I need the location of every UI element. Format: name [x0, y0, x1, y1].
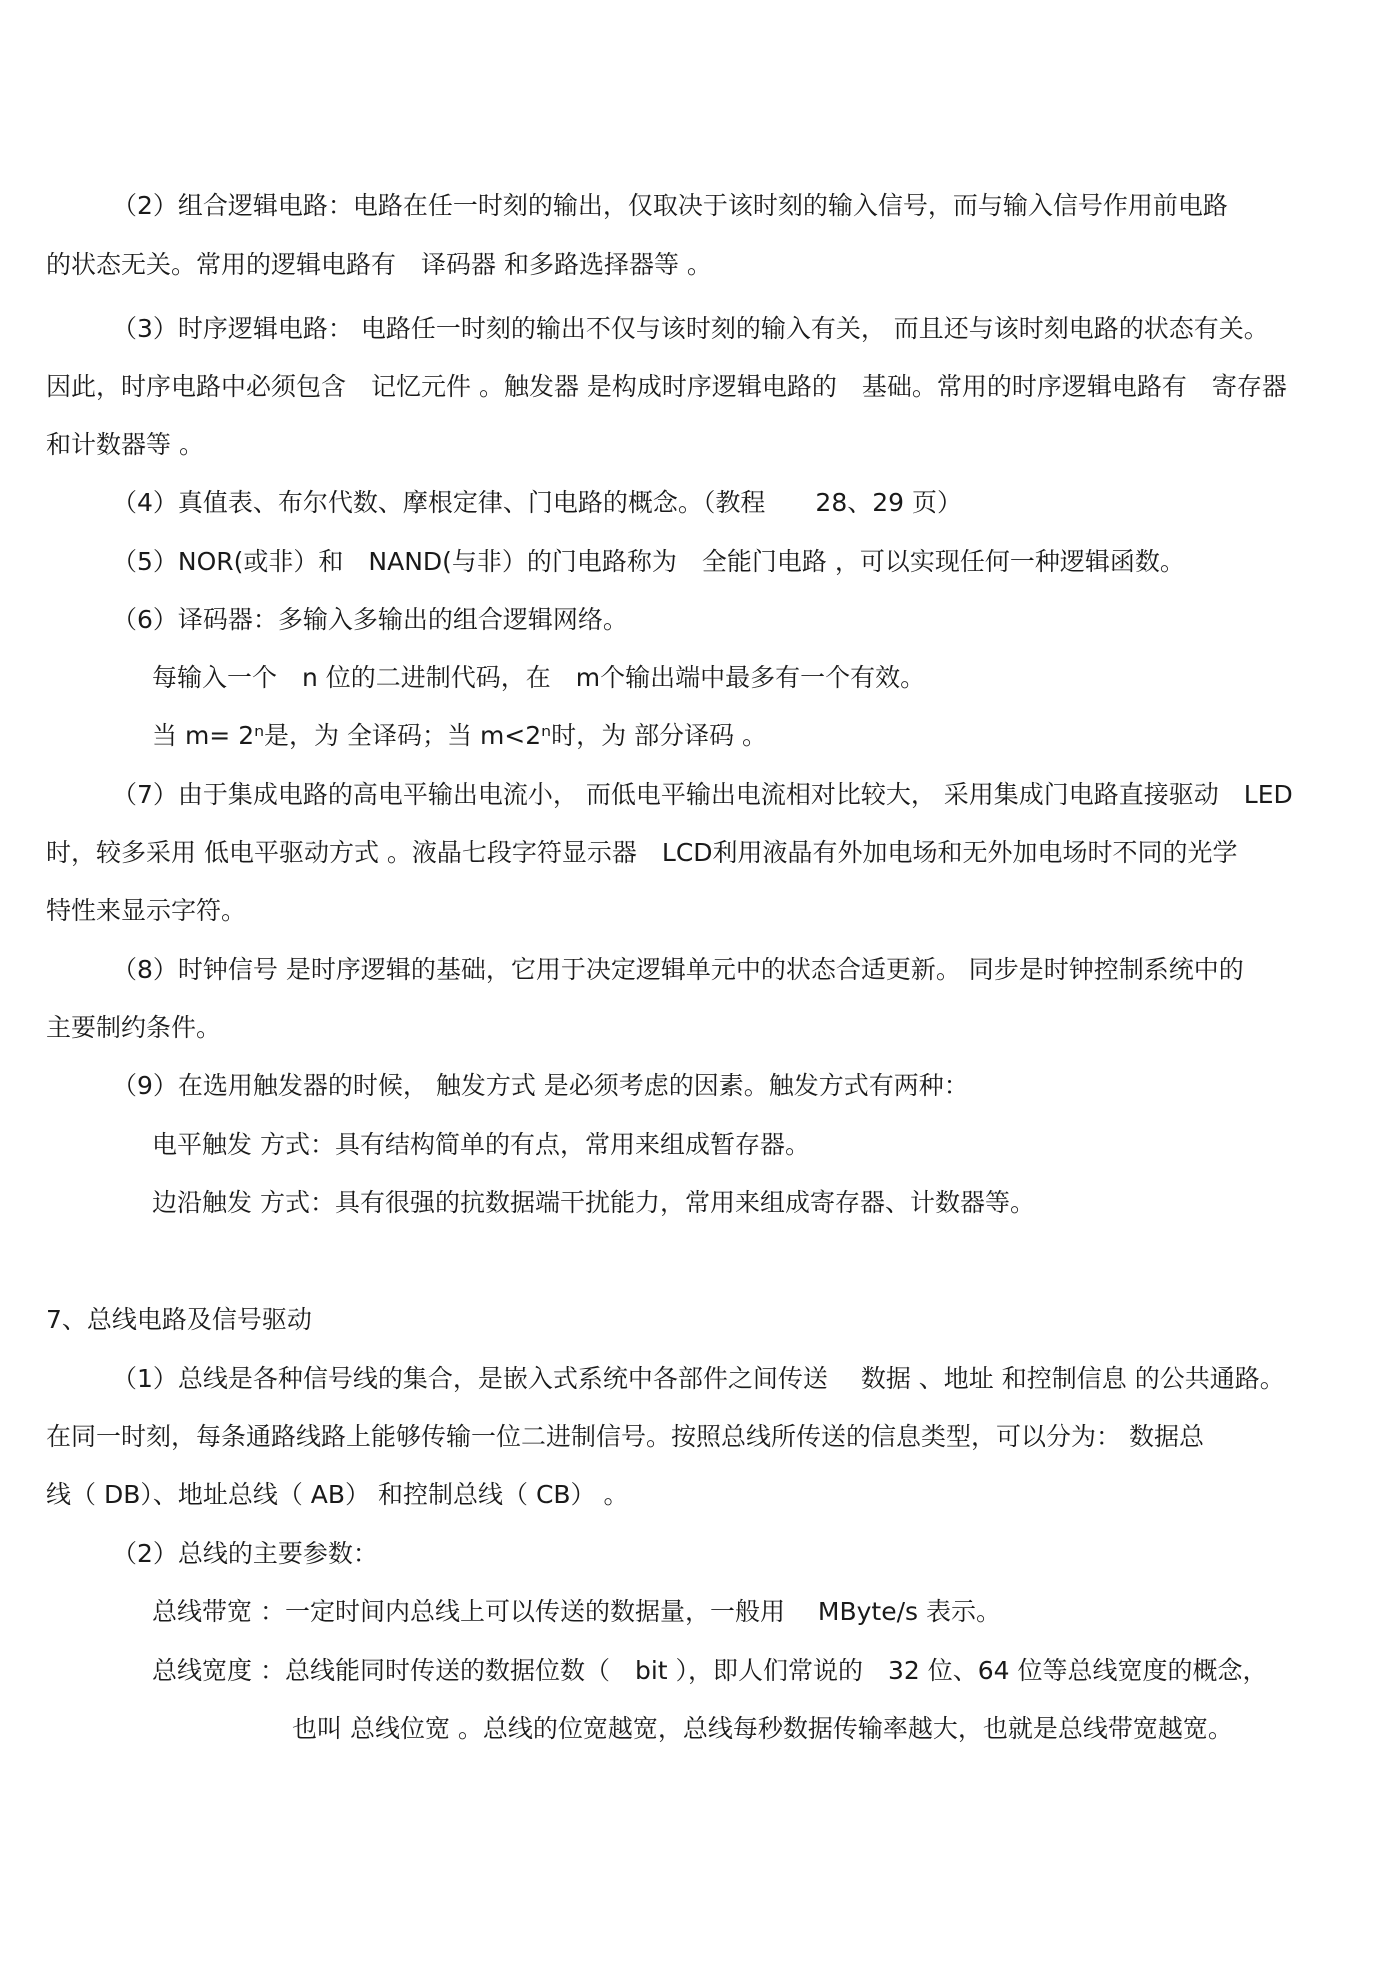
text-line: （7）由于集成电路的高电平输出电流小， 而低电平输出电流相对比较大， 采用集成门电路直接驱动 LED	[112, 780, 1293, 809]
text-line: （5）NOR(或非）和 NAND(与非）的门电路称为 全能门电路 ，可以实现任何一种逻辑函数。	[112, 547, 1185, 576]
text-line: （8）时钟信号 是时序逻辑的基础，它用于决定逻辑单元中的状态合适更新。 同步是时钟控制系统中的	[112, 955, 1244, 984]
text-line: 因此，时序电路中必须包含 记忆元件 。触发器 是构成时序逻辑电路的 基础。常用的时序逻辑电路有 寄存器	[46, 372, 1287, 401]
text-line: 也叫 总线位宽 。总线的位宽越宽，总线每秒数据传输率越大，也就是总线带宽越宽。	[292, 1714, 1233, 1743]
text-line: 电平触发 方式：具有结构简单的有点，常用来组成暂存器。	[152, 1130, 810, 1159]
text-line: 边沿触发 方式：具有很强的抗数据端干扰能力，常用来组成寄存器、计数器等。	[152, 1188, 1035, 1217]
text-line: 总线带宽 ：一定时间内总线上可以传送的数据量，一般用 MByte/s 表示。	[152, 1597, 1001, 1626]
text-line: 时，较多采用 低电平驱动方式 。液晶七段字符显示器 LCD利用液晶有外加电场和无外加电场时不同的光学	[46, 838, 1238, 867]
text-line: （6）译码器：多输入多输出的组合逻辑网络。	[112, 605, 628, 634]
text-line: （2）总线的主要参数：	[112, 1539, 378, 1568]
text-line: （2）组合逻辑电路：电路在任一时刻的输出，仅取决于该时刻的输入信号，而与输入信号作用前电路	[112, 191, 1228, 220]
text-line: 特性来显示字符。	[46, 896, 247, 925]
text-line: 线（ DB）、地址总线（ AB） 和控制总线（ CB） 。	[46, 1480, 629, 1509]
section-heading: 7、总线电路及信号驱动	[46, 1305, 312, 1334]
text-line: 和计数器等 。	[46, 430, 204, 459]
text-line: 每输入一个 n 位的二进制代码，在 m个输出端中最多有一个有效。	[152, 663, 926, 692]
text-line: （1）总线是各种信号线的集合，是嵌入式系统中各部件之间传送 数据 、地址 和控制信息 的公共通路。	[112, 1364, 1285, 1393]
text-line: 当 m= 2ⁿ是，为 全译码；当 m<2ⁿ时，为 部分译码 。	[152, 721, 768, 750]
text-line: 主要制约条件。	[46, 1013, 222, 1042]
text-line: （9）在选用触发器的时候， 触发方式 是必须考虑的因素。触发方式有两种：	[112, 1071, 969, 1100]
text-line: （3）时序逻辑电路： 电路任一时刻的输出不仅与该时刻的输入有关， 而且还与该时刻电路的状态有关。	[112, 314, 1269, 343]
text-line: 在同一时刻，每条通路线路上能够传输一位二进制信号。按照总线所传送的信息类型，可以分为： 数据总	[46, 1422, 1204, 1451]
text-line: 总线宽度 ：总线能同时传送的数据位数（ bit ），即人们常说的 32 位、64 位等总线宽度的概念，	[152, 1656, 1268, 1685]
text-line: 的状态无关。常用的逻辑电路有 译码器 和多路选择器等 。	[46, 250, 712, 279]
text-line: （4）真值表、布尔代数、摩根定律、门电路的概念。（教程 28、29 页）	[112, 488, 962, 517]
